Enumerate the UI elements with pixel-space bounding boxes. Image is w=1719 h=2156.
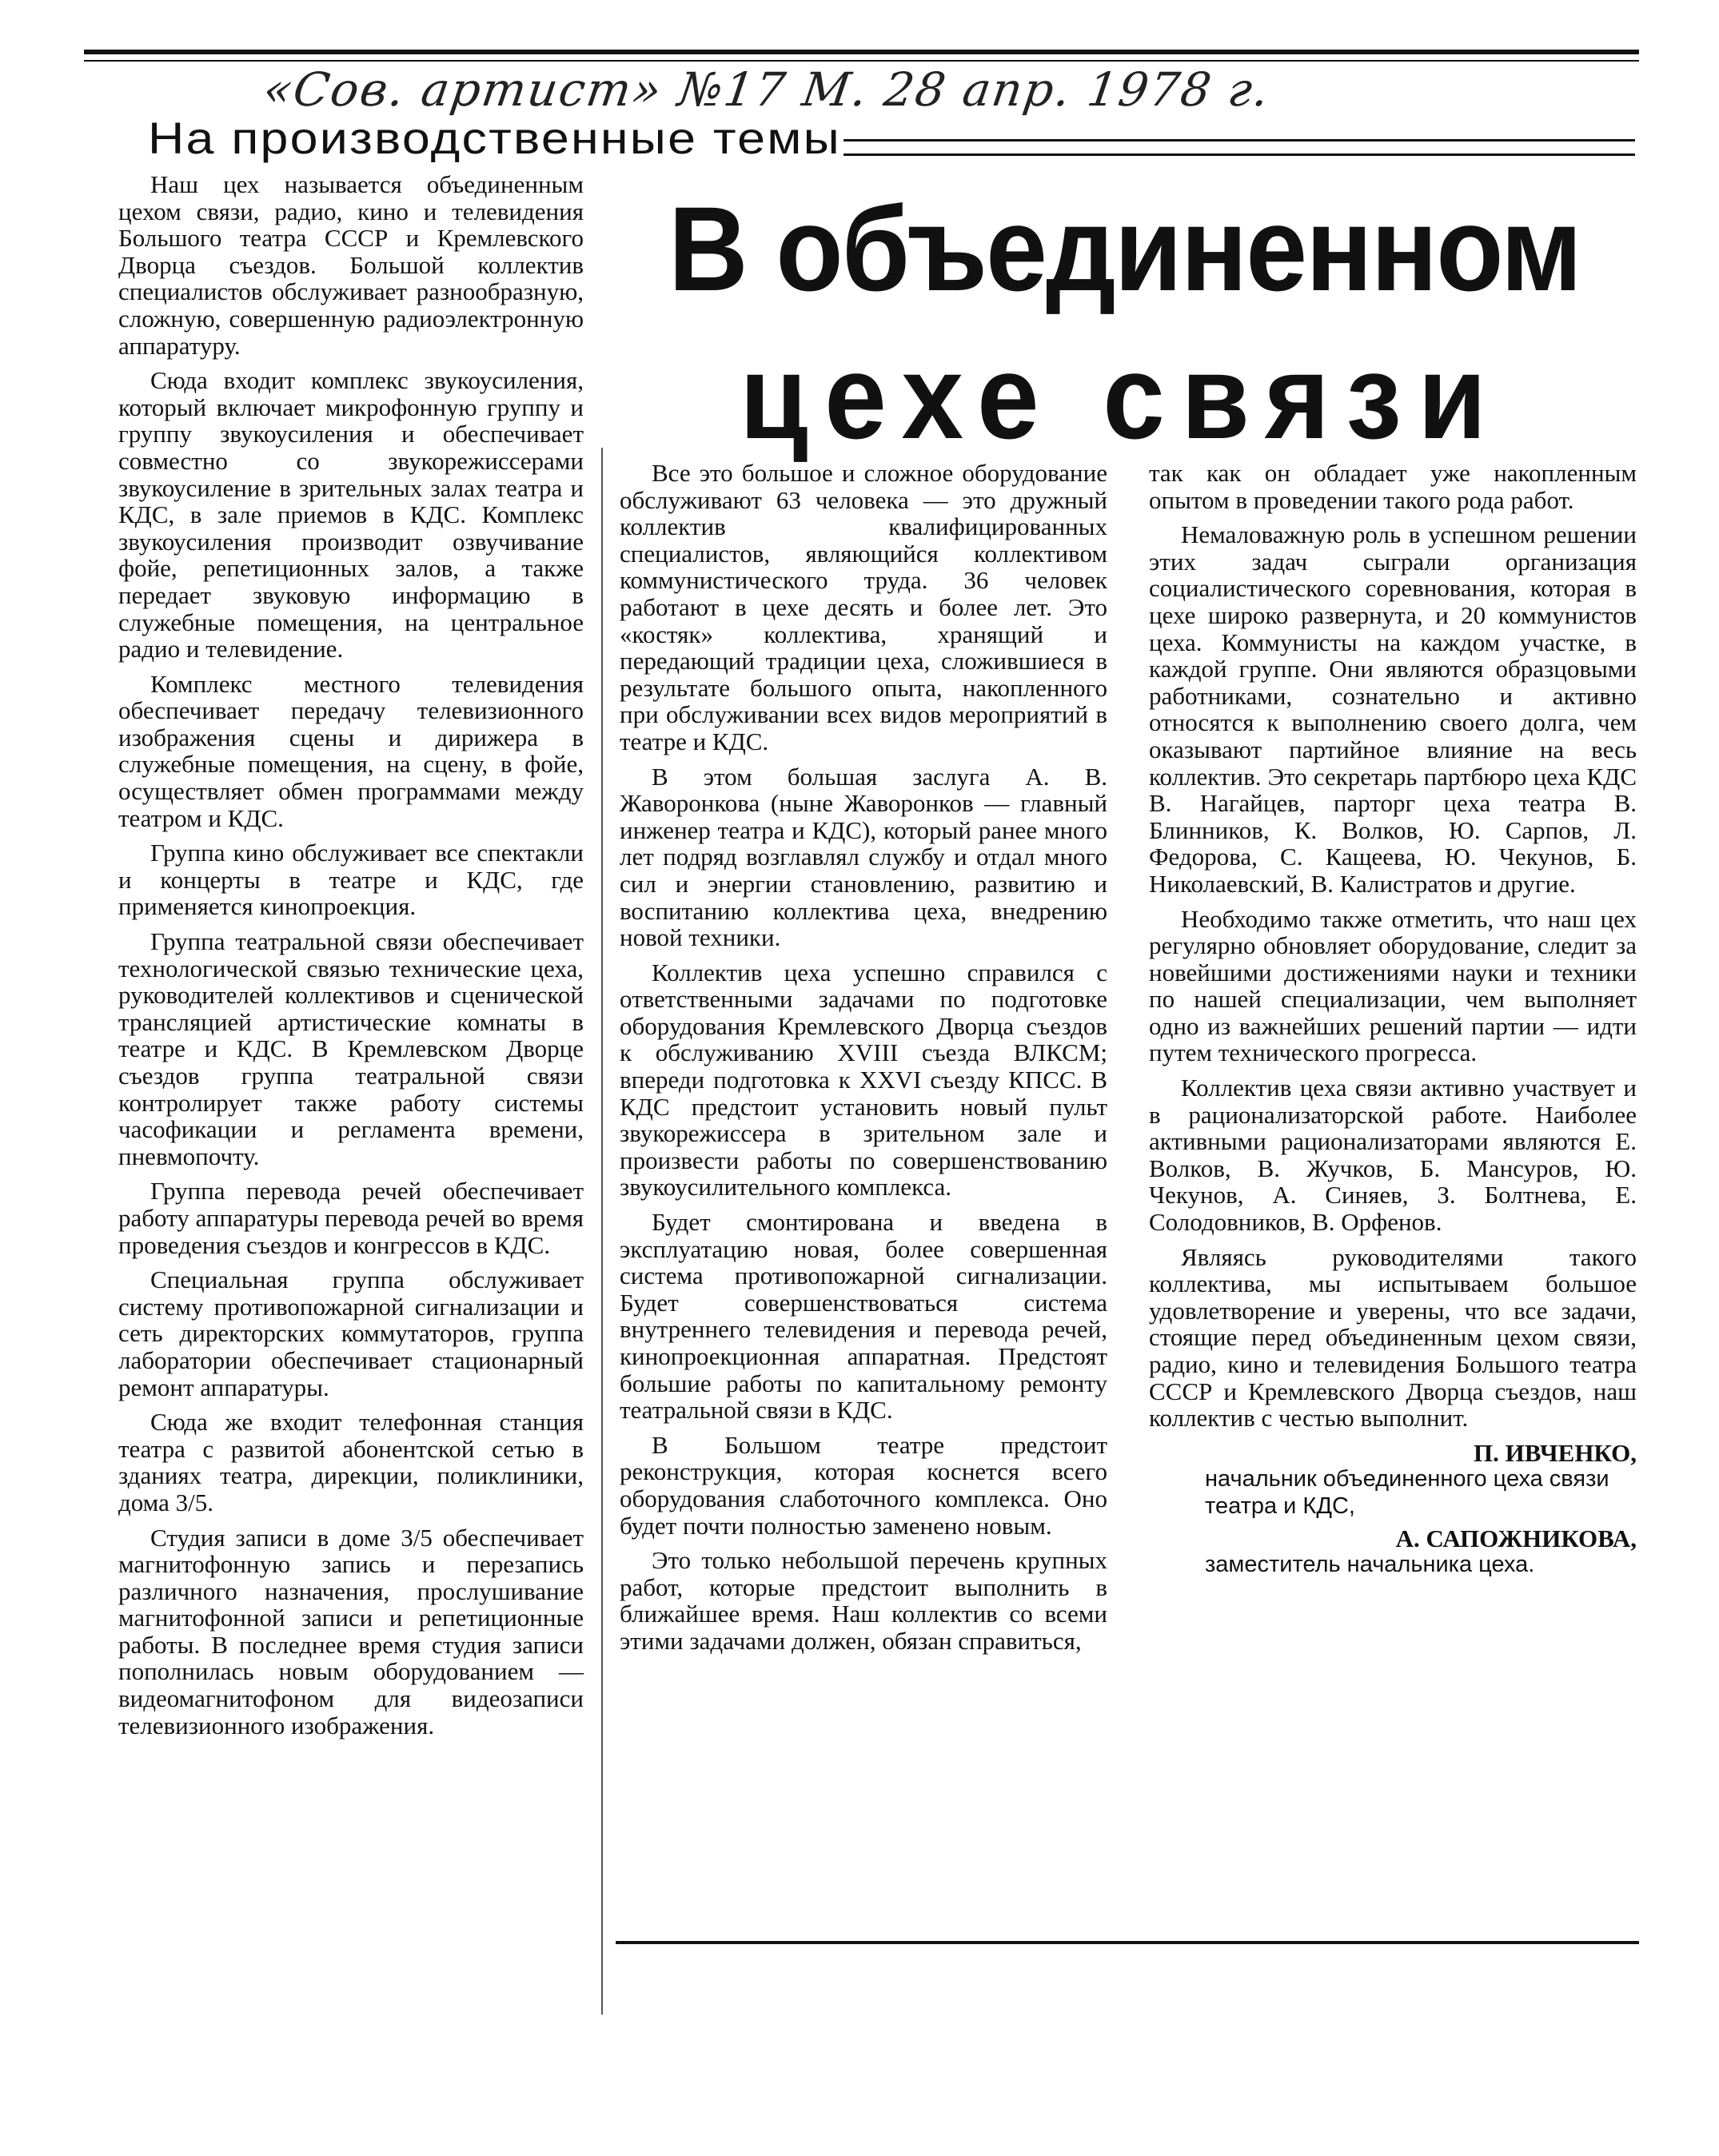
signature-position: начальник объединенного цеха связи театра и КДС, (1205, 1466, 1609, 1519)
signature-name: П. ИВЧЕНКО, (1474, 1438, 1637, 1467)
paragraph: Немаловажную роль в успешном решении этих задач сыграли организация социалистического соревнования, которая в цехе широко развернута, и 20 коммунистов цеха. Коммунисты на каждом участке, в каждой группе. Они являются образцовыми работниками, сознательно и активно относятся к выполнению своего долга, чем оказывают партийное влияние на весь коллектив. Это секретарь партбюро цеха КДС В. Нагайцев, парторг цеха театра В. Блинников, К. Волков, Ю. Сарпов, Л. Федорова, С. Кащеева, Ю. Чекунов, Б. Николаевский, В. Калистратов и другие. (1149, 520, 1637, 898)
article-column-2 (620, 460, 1107, 1663)
paragraph: Группа кино обслуживает все спектакли и концерты в театре и КДС, где применяется кинопроекция. (118, 839, 584, 921)
article-column-3 (1149, 460, 1637, 1579)
paragraph: так как он обладает уже накопленным опытом в проведении такого рода работ. (1149, 459, 1637, 514)
bottom-rule (616, 1941, 1639, 1944)
handwritten-source-note: «Сов. артист» №17 М. 28 апр. 1978 г. (260, 62, 1274, 117)
column-divider (601, 448, 603, 2015)
paragraph: Группа перевода речей обеспечивает работу аппаратуры перевода речей во время проведения съездов и конгрессов в КДС. (118, 1177, 584, 1259)
paragraph: Специальная группа обслуживает систему противопожарной сигнализации и сеть директорских коммутаторов, группа лаборатории обеспечивает стационарный ремонт аппаратуры. (118, 1265, 584, 1401)
paragraph: Наш цех называется объединенным цехом связи, радио, кино и телевидения Большого театра СССР и Кремлевского Дворца съездов. Большой коллектив специалистов обслуживает разнообразную, сложную, совершенную радиоэлектронную аппаратуру. (118, 170, 584, 360)
paragraph: Необходимо также отметить, что наш цех регулярно обновляет оборудование, следит за новейшими достижениями науки и техники по нашей специализации, чем выполняет одно из важнейших решений партии — идти путем технического прогресса. (1149, 904, 1637, 1067)
paragraph: Все это большое и сложное оборудование обслуживают 63 человека — это дружный коллектив квалифицированных специалистов, являющийся коллективом коммунистического труда. 36 человек работают в цехе десять и более лет. Это «костяк» коллектива, хранящий и передающий традиции цеха, сложившиеся в результате большого опыта, накопленного при обслуживании всех видов мероприятий в театре и КДС. (620, 459, 1107, 755)
headline-line-1: В объединенном (668, 181, 1581, 316)
paragraph: В этом большая заслуга А. В. Жаворонкова (ныне Жаворонков — главный инженер театра и КДС), который ранее много лет подряд возглавлял службу и отдал много сил и энергии становлению, развитию и воспитанию коллектива цеха, внедрению новой техники. (620, 762, 1107, 952)
paragraph: Группа театральной связи обеспечивает технологической связью технические цеха, руководителей коллективов и сценической трансляцией артистические комнаты в театре и КДС. В Кремлевском Дворце съездов группа театральной связи контролирует также работу системы часофикации и регламента времени, пневмопочту. (118, 927, 584, 1170)
top-rule-thin (84, 60, 1639, 62)
paragraph: Будет смонтирована и введена в эксплуатацию новая, более совершенная система противопожарной сигнализации. Будет совершенствоваться система внутреннего телевидения и перевода речей, кинопроекционная аппаратная. Предстоят большие работы по капитальному ремонту театральной связи в КДС. (620, 1208, 1107, 1425)
paragraph: Коллектив цеха успешно справился с ответственными задачами по подготовке оборудования Кремлевского Дворца съездов к обслуживанию XVIII съезда ВЛКСМ; впереди подготовка к XXVI съезду КПСС. В КДС предстоит установить новый пульт звукорежиссера в зрительном зале и произвести работы по совершенствованию звукоусилительного комплекса. (620, 958, 1107, 1202)
paragraph: Являясь руководителями такого коллектива, мы испытываем большое удовлетворение и уверены, что все задачи, стоящие перед объединенным цехом связи, радио, кино и телевидения Большого театра СССР и Кремлевского Дворца съездов, наш коллектив с честью выполнит. (1149, 1242, 1637, 1433)
headline-line-2: цехе связи (740, 329, 1503, 464)
rubric-rule (844, 139, 1635, 141)
paragraph: Коллектив цеха связи активно участвует и в рационализаторской работе. Наиболее активными рационализаторами являются Е. Волков, В. Жучков, Б. Мансуров, Ю. Чекунов, А. Синяев, З. Болтнева, Е. Солодовников, В. Орфенов. (1149, 1074, 1637, 1237)
paragraph: Сюда же входит телефонная станция театра с развитой абонентской сетью в зданиях театра, дирекции, поликлиники, дома 3/5. (118, 1408, 584, 1516)
paragraph: Комплекс местного телевидения обеспечивает передачу телевизионного изображения сцены и дирижера в служебные помещения, на сцену, в фойе, осуществляет обмен программами между театром и КДС. (118, 669, 584, 832)
paragraph: В Большом театре предстоит реконструкция, которая коснется всего оборудования слаботочного комплекса. Оно будет почти полностью заменено новым. (620, 1430, 1107, 1540)
signature-name: А. САПОЖНИКОВА, (1395, 1524, 1637, 1552)
paragraph: Студия записи в доме 3/5 обеспечивает магнитофонную запись и перезапись различного назначения, прослушивание магнитофонной записи и репетиционные работы. В последнее время студия записи пополнилась новым оборудованием — видеомагнитофоном для видеозаписи телевизионного изображения. (118, 1523, 584, 1740)
top-rule (84, 50, 1639, 54)
rubric-heading: На производственные темы (148, 113, 841, 163)
paragraph: Сюда входит комплекс звукоусиления, который включает микрофонную группу и группу звукоусиления и обеспечивает совместно со звукорежиссерами звукоусиление в зрительных залах театра и КДС, в зале приемов в КДС. Комплекс звукоусиления производит озвучивание фойе, репетиционных залов, а также передает звуковую информацию в служебные помещения, на центральное радио и телевидение. (118, 366, 584, 664)
rubric-rule-2 (844, 153, 1635, 156)
article-column-1 (118, 171, 584, 1747)
paragraph: Это только небольшой перечень крупных работ, которые предстоит выполнить в ближайшее время. Наш коллектив со всеми этими задачами должен, обязан справиться, (620, 1546, 1107, 1655)
signature-position: заместитель начальника цеха. (1205, 1552, 1535, 1578)
